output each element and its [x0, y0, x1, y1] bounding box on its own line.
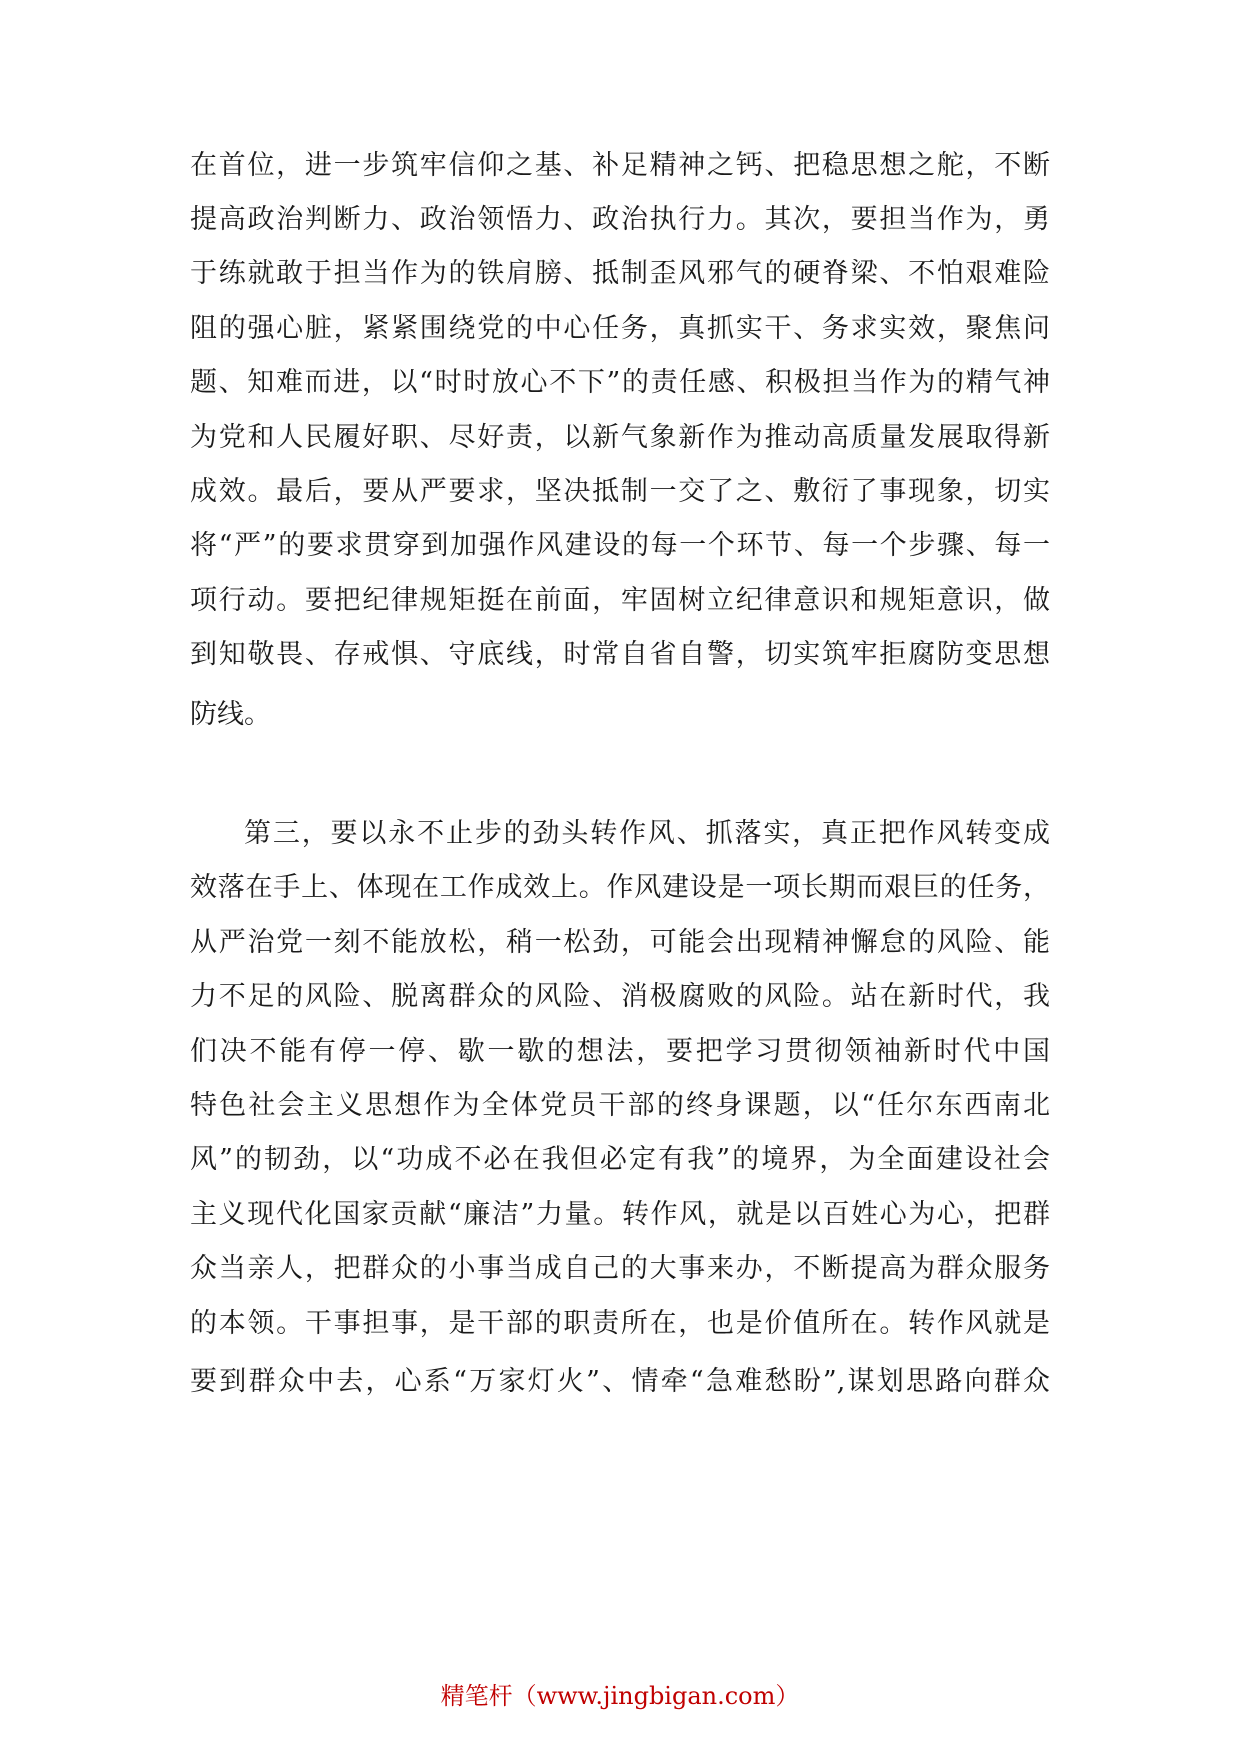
text-line: 提高政治判断力、政治领悟力、政治执行力。其次，要担当作为，勇 — [190, 204, 1050, 235]
text-line: 成效。最后，要从严要求，坚决抵制一交了之、敷衍了事现象，切实 — [190, 476, 1050, 507]
text-line: 第三，要以永不止步的劲头转作风、抓落实，真正把作风转变成 — [244, 818, 1050, 849]
text-line: 风”的韧劲，以“功成不必在我但必定有我”的境界，为全面建设社会 — [190, 1144, 1050, 1175]
text-line: 从严治党一刻不能放松，稍一松劲，可能会出现精神懈怠的风险、能 — [190, 927, 1050, 958]
text-line: 主义现代化国家贡献“廉洁”力量。转作风，就是以百姓心为心，把群 — [190, 1199, 1050, 1230]
text-line: 特色社会主义思想作为全体党员干部的终身课题，以“任尔东西南北 — [190, 1090, 1050, 1121]
text-line: 防线。 — [190, 699, 271, 730]
text-line: 题、知难而进，以“时时放心不下”的责任感、积极担当作为的精气神 — [190, 367, 1050, 398]
text-line: 项行动。要把纪律规矩挺在前面，牢固树立纪律意识和规矩意识，做 — [190, 585, 1050, 616]
text-line: 将“严”的要求贯穿到加强作风建设的每一个环节、每一个步骤、每一 — [190, 530, 1050, 561]
text-line: 要到群众中去，心系“万家灯火”、情牵“急难愁盼”,谋划思路向群众 — [190, 1366, 1050, 1397]
text-line: 到知敬畏、存戒惧、守底线，时常自省自警，切实筑牢拒腐防变思想 — [190, 639, 1050, 670]
text-line: 力不足的风险、脱离群众的风险、消极腐败的风险。站在新时代，我 — [190, 981, 1050, 1012]
text-line: 阻的强心脏，紧紧围绕党的中心任务，真抓实干、务求实效，聚焦问 — [190, 313, 1050, 344]
text-line: 的本领。干事担事，是干部的职责所在，也是价值所在。转作风就是 — [190, 1308, 1050, 1339]
text-line: 们决不能有停一停、歇一歇的想法，要把学习贯彻领袖新时代中国 — [190, 1036, 1050, 1067]
footer-watermark: 精笔杆（www.jingbigan.com） — [440, 1682, 800, 1710]
text-line: 众当亲人，把群众的小事当成自己的大事来办，不断提高为群众服务 — [190, 1253, 1050, 1284]
text-line: 于练就敢于担当作为的铁肩膀、抵制歪风邪气的硬脊梁、不怕艰难险 — [190, 258, 1050, 289]
text-line: 为党和人民履好职、尽好责，以新气象新作为推动高质量发展取得新 — [190, 422, 1050, 453]
text-line: 效落在手上、体现在工作成效上。作风建设是一项长期而艰巨的任务， — [190, 872, 1050, 903]
text-line: 在首位，进一步筑牢信仰之基、补足精神之钙、把稳思想之舵，不断 — [190, 150, 1050, 181]
